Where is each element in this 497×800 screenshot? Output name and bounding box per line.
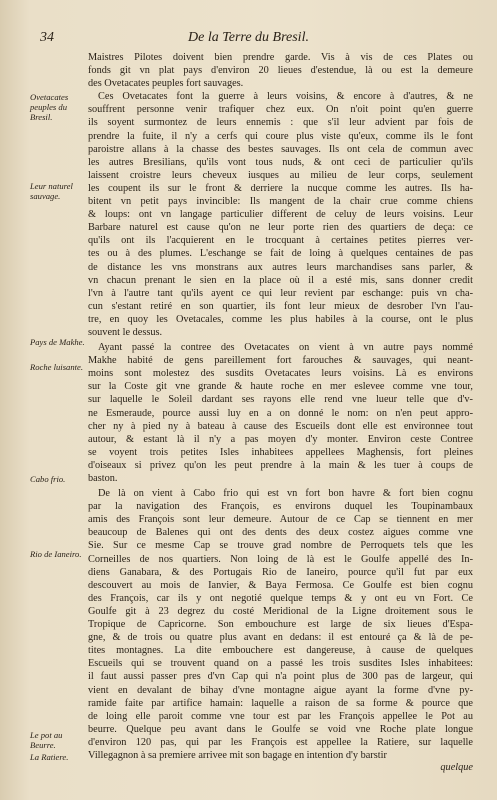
text-line: vn chacun prenant le sien en la place où il a esté mis, sans donner credit: [88, 274, 473, 286]
text-line: gne, & de trois ou quatre plus avant en dedans: il est entouré ça & là de pe-: [88, 632, 473, 644]
text-line: cun s'estant retiré en son quartier, ils font leur mieux de desrober l'vn l'au-: [88, 300, 473, 312]
text-line: l'vn à l'autre tant qu'ils ayent ce qui leur revient par eschange: puis vn cha-: [88, 287, 473, 299]
text-line: vient en devalant de bihay d'vne montagne aigue ayant la forme d'vne py-: [88, 684, 473, 696]
text-line: & loups: ont vn langage particulier different de celuy de leurs voisins. Leur: [88, 209, 473, 221]
text-line: Tropique de Capricorne. Son embouchure est large de six lieues d'Espa-: [88, 619, 473, 631]
paragraph-1: [88, 51, 473, 90]
margin-note-roche: Roche luisante.: [30, 362, 83, 372]
page-header: [40, 30, 457, 48]
text-line: les coupent ils sur le front & derriere la nucque comme les autres. Ils ha-: [88, 182, 473, 194]
text-line: Ces Ovetacates font la guerre à leurs voisins, & encore à d'autres, & ne: [98, 91, 473, 103]
text-line: souffrent personne venir trafiquer chez eux. On n'oit point qu'en guerre: [88, 104, 473, 116]
text-line: Sie. Sur ce mesme Cap se trouve grad nombre de Perroquets tels que les: [88, 540, 473, 552]
catchword: quelque: [440, 762, 473, 773]
margin-note-rio: Rio de Ianeiro.: [30, 549, 82, 559]
text-line: ramide faite par artifice hamain: laquelle a raison de sa forme & pource que: [88, 697, 473, 709]
text-line: de loing elle paroit comme vne tour est par les François appellee le Pot au: [88, 710, 473, 722]
text-line: souvent le dessus.: [88, 326, 163, 338]
margin-note-ratiere: La Ratiere.: [30, 752, 69, 762]
text-line: Villegagnon à sa premiere arrivee mit son bagage en intention d'y barstir: [88, 749, 387, 761]
text-line: paroistre allans à la chasse des bestes sauvages. Ils ont cela de commun avec: [88, 143, 473, 155]
text-line: laissent croistre leurs cheveux iusques au milieu de leur corps, seulement: [88, 169, 473, 181]
paragraph-2: [88, 90, 473, 339]
text-line: il faut aussi passer pres d'vn Cap qui n'a point plus de 300 pas de largeur, qui: [88, 671, 473, 683]
margin-note-naturel: Leur naturel sauvage.: [30, 181, 73, 201]
text-line: Barbare naturel est cause qu'on ne leur porte rien des quartiers de deça: ce: [88, 222, 473, 234]
text-line: Ayant passé la contree des Ovetacates on vient à vn autre pays nommé: [98, 342, 473, 354]
text-line: de distance les vns monstrans aux autres leurs marchandises sans parler, &: [88, 261, 473, 273]
margin-note-pot-au-beurre: Le pot au Beurre.: [30, 730, 63, 750]
text-line: sur la Coste git vne grande & haute roche en mer eslevee comme vne tour,: [88, 381, 473, 393]
text-line: se voyent trois petites Isles inhabitees appellees Maghensis, fort pleines: [88, 446, 473, 458]
text-line: d'environ 120 pas, qui par les François est appellee la Ratiere, sur laquelle: [88, 736, 473, 748]
text-line: bitent vn petit pays invincible: Ils mangent de la chair crue comme chiens: [88, 196, 473, 208]
text-line: Escueils qui se trouvent quand on a passé les trois susdites Isles inhabitees:: [88, 658, 473, 670]
text-line: ne Esmeraude, pource aussi luy en a on donné le nom: on n'en peut appro-: [88, 407, 473, 419]
text-line: ils soyent surmontez de leurs ennemis : que s'il leur advient par fois de: [88, 117, 473, 129]
text-line: Maistres Pilotes doivent bien prendre garde. Vis à vis de ces Plates ou: [88, 52, 473, 63]
text-line: Corneilles de nos quartiers. Non loing de là est le Goulfe appellé des In-: [88, 553, 473, 565]
text-line: tites montagnes. La dite embouchere est dangereuse, à cause de quelques: [88, 645, 473, 657]
text-line: tes ou à des plumes. L'eschange se fait de loing à quelques centaines de pas: [88, 248, 473, 260]
text-line: autour, & estant là il n'y a pas moyen d'y monter. Environ ceste Contree: [88, 433, 473, 445]
text-line: fonds git vn plat pays d'environ 20 lieues d'estendue, là ou est la demeure: [88, 65, 473, 77]
text-line: De là on vient à Cabo frio qui est vn fort bon havre & fort bien cognu: [98, 488, 473, 500]
margin-note-makhe: Pays de Makhe.: [30, 337, 85, 347]
text-line: beurre. Quelque peu avant dans le Goulfe se void vne Roche plate longue: [88, 723, 473, 735]
text-line: tre, en quoy les Ovetacales, comme les plus habiles à la course, ont le plus: [88, 313, 473, 325]
text-line: baston.: [88, 473, 118, 484]
text-line: Goulfe git à 23 degrez du costé Meridional de la Ligne droitement sous le: [88, 605, 473, 617]
text-line: des Ovetacates peuples fort sauvages.: [88, 78, 244, 90]
text-line: d'oiseaux si privez qu'on les peut prendre à la main & les tuer à coups de: [88, 459, 473, 471]
text-line: amis des François sont leur demeure. Autour de ce Cap se tiennent en mer: [88, 514, 473, 526]
text-line: qu'ils ont ils l'acquierent en le trocquant à certaines petites pierres ver-: [88, 235, 473, 247]
margin-note-cabo-frio: Cabo frio.: [30, 474, 66, 484]
text-line: moins sont molestez des susdits Ovetacates leurs voisins. Là es environs: [88, 368, 473, 380]
text-line: diens Ganabara, & des Portugais Rio de Ianeiro, pource qu'il fut par eux: [88, 566, 473, 578]
text-line: prendre la fuite, il n'y a cerfs qui coure plus viste qu'eux, comme ils le font: [88, 130, 473, 142]
margin-note-ovetacates: Ovetacates peuples du Bresil.: [30, 92, 69, 122]
main-text: [88, 51, 473, 762]
text-line: descouvert au mois de Ianvier, & Baya Fermosa. Ce Goulfe est bien cognu: [88, 579, 473, 591]
text-line: beaucoup de Balenes qui ont des dents des deux costez aigues comme vne: [88, 527, 473, 539]
text-line: par la navigation des François, es environs duquel les Toupinambaux: [88, 501, 473, 513]
paragraph-4: [88, 487, 473, 762]
text-line: cher ny à pied ny à bateau à cause des Escueils dont elle est environnee tout: [88, 420, 473, 432]
text-line: Makhe habité de gens pareillement fort farouches & sauvages, qui neant-: [88, 355, 473, 367]
page-number: 34: [40, 30, 54, 45]
text-line: des François, car ils y ont negotié quelque temps & y ont eu vn Fort. Ce: [88, 592, 473, 604]
paragraph-3: [88, 341, 473, 485]
text-line: sur laquelle le Soleil dardant ses rayons elle rend vne lueur telle que d'v-: [88, 394, 473, 406]
text-line: les autres Bresilians, qu'ils vont tous nuds, & ont ceci de particulier qu'ils: [88, 156, 473, 168]
running-title: De la Terre du Bresil.: [188, 30, 309, 45]
